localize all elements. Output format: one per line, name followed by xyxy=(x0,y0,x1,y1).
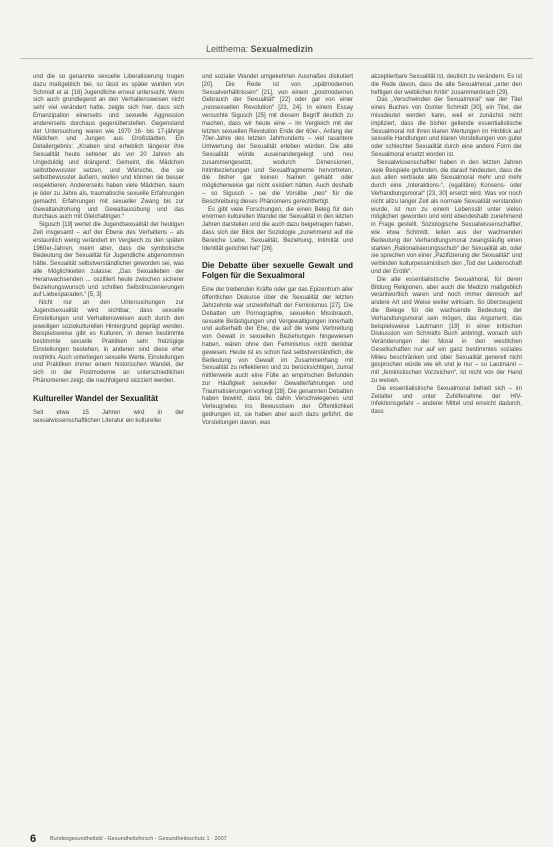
text-column-3 xyxy=(371,74,522,834)
body-paragraph: Die alte essentialistische Sexualmoral, für deren Bildung Religionen, aber auch die Medizin maßgeblich verantwortlich waren und noch immer dennoch auf andere Art und Weise weiter wirksam. So überzeugend die Belege für die wachsende Bedeutung der Verhandlungsmoral sein mögen, das Argument, das beispielsweise Lautmann [19] in einer kritischen Diskussion von Schmidts Buch anbringt, wonach sich Veränderungen der Moral in den westlichen Gesellschaften nur auf ein ganz bestimmtes soziales Milieu beschränken und über Sexualität generell nicht gesprochen würde wie eh und je nur – so Lautmann – mit „feministischen Vorzeichen“, ist nicht von der Hand zu weisen. xyxy=(371,276,522,385)
body-paragraph: und die so genannte sexuelle Liberalisierung trugen dazu maßgeblich bei, so lässt es später wurden von Schmidt et al. [18] Jugendliche erneut untersucht. Wenn sich auch grundlegend an den Verhaltensweisen nicht sehr viel verändert hatte, zeigte sich hier, dass sich Emanzipation einerseits und sexuelle Aggression andererseits durchaus gegenüberstellen. Gegenstand der Untersuchung waren wie 1970 16- bis 17-jährige Mädchen und Jungen aus Großstädten. Ein Detailergebnis: „Knaben sind erheblich längerer ihre Sexualität heute seltener als vor 20 Jahren als Ungeduldig und drängend; Gemeint, die Mädchen selbstbewusster setzen, und Wünsche, die sie selbstbewusster äußern, wollen und können sie besser respektieren. Andererseits haben viele Mädchen, kaum je öder zu Jahre als, traumatische sexuelle Erfahrungen gemacht. Erfahrungen mit sexueller Zwang bis zur Gewaltandrohung und Gewaltausübung und das durchaus auch mit Gleichaltrigen.“ xyxy=(33,74,184,221)
body-paragraph: Sexualwissenschaftler haben in den letzten Jahren viele Beispiele gefunden, die darauf hindeuten, dass die aus allen vertraute alte Sexualmoral mehr und mehr durch eine „Interaktions-“, (egalitäre) Konsens- oder Verhandlungsmoral“ [23, 30] ersetzt wird. Was vor noch nicht allzu langer Zeit als normale Sexualität verstanden wurde, ist nun zu einem Lebensstil unter vielen möglichen geworden und wird ebendeshalb zunehmend in Frage gestellt. Soziologische Sexualwissenschaftler, wie etwa Schmidt, leiten aus der wachsenden Bedeutung der Verhandlungsmoral zwangsläufig einen starken „Rationalisierungsschub“ der Sexualität ab, oder sie sprechen von einer „Pazifizierung der Sexualität“ und verbinden kulturpessimistisch den „Tod der Leidenschaft und der Erotik“. xyxy=(371,159,522,275)
text-column-2 xyxy=(202,74,353,834)
journal-citation: Bundesgesundheitsbl - Gesundheitsforsch - Gesundheitsschutz 1 · 2007 xyxy=(50,836,227,842)
body-paragraph: und sozialer Wandel umgekehrten Ausmaßes diskutiert [20]. Die Rede ist von „spätmodernen Sexualverhältnissen“ [21], von einem „postmodernen Gebrauch der Sexualität“ [22] oder gar von einer „neosexuellen Revolution“ [23, 24]. In einem Essay versuchte Sigusch [25] mit diesem Begriff deutlich zu machen, dass wir heute eine – im Vergleich mit der letzten sexuellen Revolution Ende der 60er-, Anfang der 70er-Jahre des letzten Jahrhunderts – viel rasantere Umwertung der Sexualität erleben würden. Die alte Sexualität würde auseinandergelegt und neu zusammengesetzt, wodurch Dimensionen, Intimbeziehungen und Sexualfragmente hervortreten, die bisher gar keinen Namen gehabt oder möglicherweise gar nicht existiert hätten. Auch deshalb – so Sigusch – sei die Vorsilbe „neo“ für die Beschreibung dieses Phänomens gerechtfertigt. xyxy=(202,74,353,205)
section-heading: Kultureller Wandel der Sexualität xyxy=(33,393,159,403)
page-header xyxy=(20,44,533,59)
body-paragraph: akzeptierbare Sexualität ist, deutlich zu verändern. Es ist die Rede davon, dass die alte Sexualmoral „unter den heftigen der weiblichen Kritik“ zusammenbrach [29]. xyxy=(371,74,522,96)
section-label-topic: Sexualmedizin xyxy=(250,44,314,54)
section-label-prefix: Leitthema: xyxy=(206,44,251,54)
body-paragraph: Das „Verschwinden der Sexualmoral“ war der Titel eines Buches von Gunter Schmidt [30], ein Titel, der missdeutet werden kann, weil er zunächst nicht impliziert, dass die bisher geltende essentialistische Sexualmoral mit ihren klaren Wertungen im Hinblick auf sexuelle Handlungen und klaren Vorstellungen von guter oder schlechter Sexualität durch eine andere Form der Sexualmoral ersetzt worden ist. xyxy=(371,97,522,158)
body-paragraph: Eine der treibenden Kräfte oder gar das Epizentrum aller öffentlichen Diskurse über die Sexualität der letzten Jahrzehnte war unzweifelhaft der Feminismus [27]. Die Debatten um Pornographie, sexuellen Missbrauch, sexuelle Belästigungen und Vergewaltigungen innerhalb und außerhalb der Ehe, die auf die weite Verbreitung von Gewalt in sexuellen Beziehungen hingewiesen haben, wären ohne den Feminismus nicht denkbar gewesen. Heute ist es schon fast selbstverständlich, die Bedeutung von Gewalt im Zusammenhang mit Sexualität zu reflektieren und zu berücksichtigen, zumal mittlerweile auch eine Fülle an empirischen Befunden zur Häufigkeit sexueller Gewalterfahrungen und Traumatisierungen vorliegt [28]. Die genannten Debatten haben bewirkt, dass bis dahin Verschwiegenes und Verleugnetes ins Bewusstsein der Öffentlichkeit gedrungen ist, sie haben aber auch dazu geführt, die Vorstellungen davon, was xyxy=(202,287,353,426)
section-heading: Die Debatte über sexuelle Gewalt und Folgen für die Sexualmoral xyxy=(202,261,353,281)
page-number: 6 xyxy=(30,833,37,845)
body-paragraph: Es gibt viele Forschungen, die einen Beleg für den enormen kulturellen Wandel der Sexualität in den letzten Jahren darstellen und die auch dazu beigetragen haben, dass sich der Blick der Soziologie „zunehmend auf die Bereiche Liebe, Sexualität, Beziehung, Intimität und Identität gerichtet hat“ [26]. xyxy=(202,206,353,252)
body-paragraph: Seit etwa 15 Jahren wird in der sexualwissenschaftlichen Literatur ein kultureller xyxy=(33,409,184,424)
body-paragraph: Nicht nur an den Untersuchungen zur Jugendsexualität wird sichtbar, dass sexuelle Einstellungen und Verhaltensweisen auch durch den jeweiligen soziokulturellen Hintergrund geprägt werden. Beispielsweise gibt es Kulturen, in denen bestimmte bestimmte sexuelle Praktiken sehr freizügige Einstellungen bestehen, in anderen sind diese eher restriktiv. Auch unterliegen sexuelle Werte, Einstellungen und Praktiken immer einem historischen Wandel, der sich in der Postmoderne an unterschiedlichen Phänomenen zeigt, die nachfolgend skizziert werden. xyxy=(33,300,184,385)
section-label xyxy=(202,44,317,54)
body-paragraph: Die essentialistische Sexualmoral behielt sich – im Zeitalter und unter Zuhilfenahme der HIV-Infektionsgefahr – anderer Mittel und erreicht dadurch, dass xyxy=(371,385,522,416)
body-paragraph: Sigusch [19] wertet die Jugendsexualität der heutigen Zeit insgesamt – auf der Ebene des Verhaltens – als erstaunlich wenig verändert im Vergleich zu den späten 1960er-Jahren, meint aber, dass die symbolische Bedeutung der Sexualität für Jugendliche abgenommen hätte. Sexualität selbstverständlicher geworden sei, was alle Möglichkeiten zulasse: „Das Sexualleben der Heranwachsenden ... oszilliert heute zwischen sicherer Beziehungswunsch und schrillen Selbstinszenierungen auf Liebesparaden.“ [5, 3] xyxy=(33,222,184,299)
text-column-1 xyxy=(33,74,184,832)
